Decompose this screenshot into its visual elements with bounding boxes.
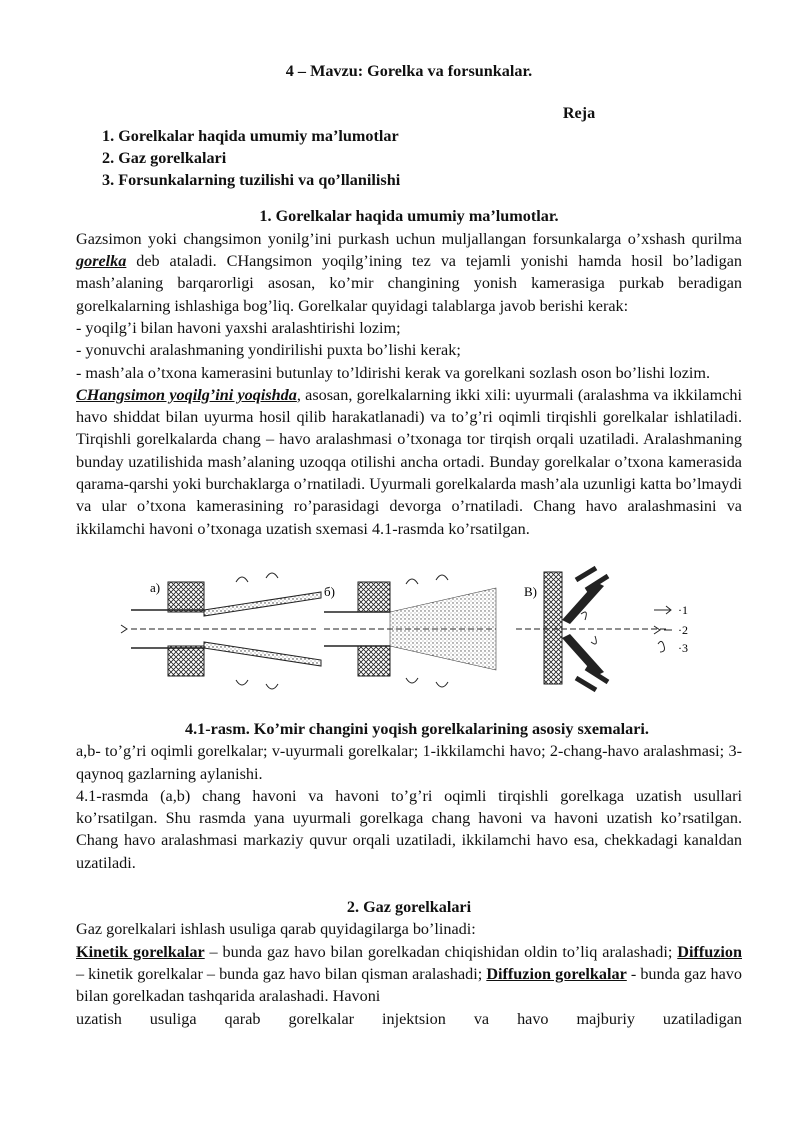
- legend-item: ·2: [678, 622, 688, 637]
- section-2-paragraph: [76, 941, 742, 1008]
- document-page: [76, 60, 742, 1030]
- burner-schemes-figure: [76, 562, 742, 712]
- plan-item: 1. Gorelkalar haqida umumiy ma’lumotlar: [102, 126, 399, 145]
- scheme-a: [121, 573, 321, 689]
- text: – bunda gaz havo bilan gorelkadan chiqishidan oldin to’liq aralashadi;: [204, 942, 678, 961]
- scheme-label: a): [150, 579, 161, 595]
- section-1-paragraph-2: [76, 384, 742, 540]
- term-diffuzion-gorelkalar: Diffuzion gorelkalar: [486, 964, 627, 983]
- figure-caption: 4.1-rasm. Ko’mir changini yoqish gorelkalarining asosiy sxemalari.: [185, 719, 649, 738]
- text: , asosan, gorelkalarning ikki xili: uyurmali (aralashma va ikkilamchi havo shiddat bilan uyurma hosil qilib harakatlanadi) va to’g’ri oqimli tirqishli gorelkalar ishlatiladi. Tirqishli gorelkalarda chang – havo aralashmasi o’txonaga tor tirqish orqali uzatiladi. Aralashmaning bunday uzatilishida mash’alaning uzoqqa otilishi ancha ortadi. Bunday gorelkalar o’txona kamerasida qarama-qarshi yoki burchaklarga o’rnatiladi. Uyurmali gorelkalarda mash’ala uzunligi katta bo’lmaydi va ular o’txona kamerasining ro’parasidagi devorga o’rnatiladi. Chang havo aralashmasini va ikkilamchi havoni o’txonaga uzatish sxemasi 4.1-rasmda ko’rsatilgan.: [76, 385, 742, 538]
- text: deb ataladi. CHangsimon yoqilg’ining tez va tejamli yonishi hamda hosil bo’ladigan mash’alaning barqarorligi asosan, ko’mir changining yonish kamerasiga purkab beradigan gorelkalarning ishlashiga bog’liq. Gorelkalar quyidagi talablarga javob berishi kerak:: [76, 252, 742, 315]
- plan-item: 2. Gaz gorelkalari: [102, 148, 227, 167]
- figure-legend: [654, 603, 688, 655]
- text: – kinetik gorelkalar – bunda gaz havo bilan qisman aralashadi;: [76, 964, 487, 983]
- scheme-b: [324, 575, 496, 687]
- section-2-intro: Gaz gorelkalari ishlash usuliga qarab quyidagilarga bo’linadi:: [76, 920, 476, 939]
- scheme-label: б): [324, 583, 335, 599]
- section-1-paragraph: [76, 228, 742, 317]
- term-diffuzion: Diffuzion: [677, 942, 742, 961]
- text: - bunda gaz havo bilan gorelkadan tashqarida aralashadi. Havoni: [76, 964, 742, 1006]
- legend-item: ·1: [678, 602, 688, 617]
- requirement-item: - yonuvchi aralashmaning yondirilishi puxta bo’lishi kerak;: [76, 341, 461, 360]
- requirement-item: - yoqilg’i bilan havoni yaxshi aralashtirishi lozim;: [76, 318, 401, 337]
- section-1-heading: 1. Gorelkalar haqida umumiy ma’lumotlar.: [259, 207, 559, 226]
- scheme-v: [516, 568, 666, 690]
- caption-note: a,b- to’g’ri oqimli gorelkalar; v-uyurmali gorelkalar; 1-ikkilamchi havo; 2-chang-havo aralashmasi; 3-qaynoq gazlarning aylanishi.: [76, 742, 742, 783]
- last-line: uzatish usuliga qarab gorelkalar injektsion va havo majburiy uzatiladigan: [76, 1009, 742, 1028]
- term-changsimon: CHangsimon yoqilg’ini yoqishda: [76, 385, 297, 404]
- term-gorelka: gorelka: [76, 252, 127, 271]
- section-2-heading: 2. Gaz gorelkalari: [346, 898, 472, 917]
- text: Gazsimon yoki changsimon yonilg’ini purkash uchun muljallangan forsunkalarga o’xshash qurilma: [76, 229, 742, 248]
- scheme-label: B): [524, 583, 537, 599]
- legend-item: ·3: [678, 640, 688, 655]
- plan-item: 3. Forsunkalarning tuzilishi va qo’llanilishi: [102, 171, 401, 190]
- burner-diagram: [76, 562, 742, 712]
- paragraph: 4.1-rasmda (a,b) chang havoni va havoni to’g’ri oqimli tirqishli gorelkaga uzatish usullari ko’rsatilgan. Shu rasmda yana uyurmali gorelkaga chang havoni va havoni uzatish ko’rsatilgan. Chang havo aralashmasi markaziy quvur orqali uzatiladi, ikkilamchi havo esa, chekkadagi kanaldan uzatiladi.: [76, 786, 742, 872]
- plan-list: [102, 125, 742, 192]
- term-kinetik: Kinetik gorelkalar: [76, 942, 205, 961]
- plan-heading: Reja: [562, 104, 596, 123]
- requirement-item: - mash’ala o’txona kamerasini butunlay to’ldirishi kerak va gorelkani sozlash oson bo’lishi lozim.: [76, 363, 711, 382]
- page-title: 4 – Mavzu: Gorelka va forsunkalar.: [285, 62, 533, 80]
